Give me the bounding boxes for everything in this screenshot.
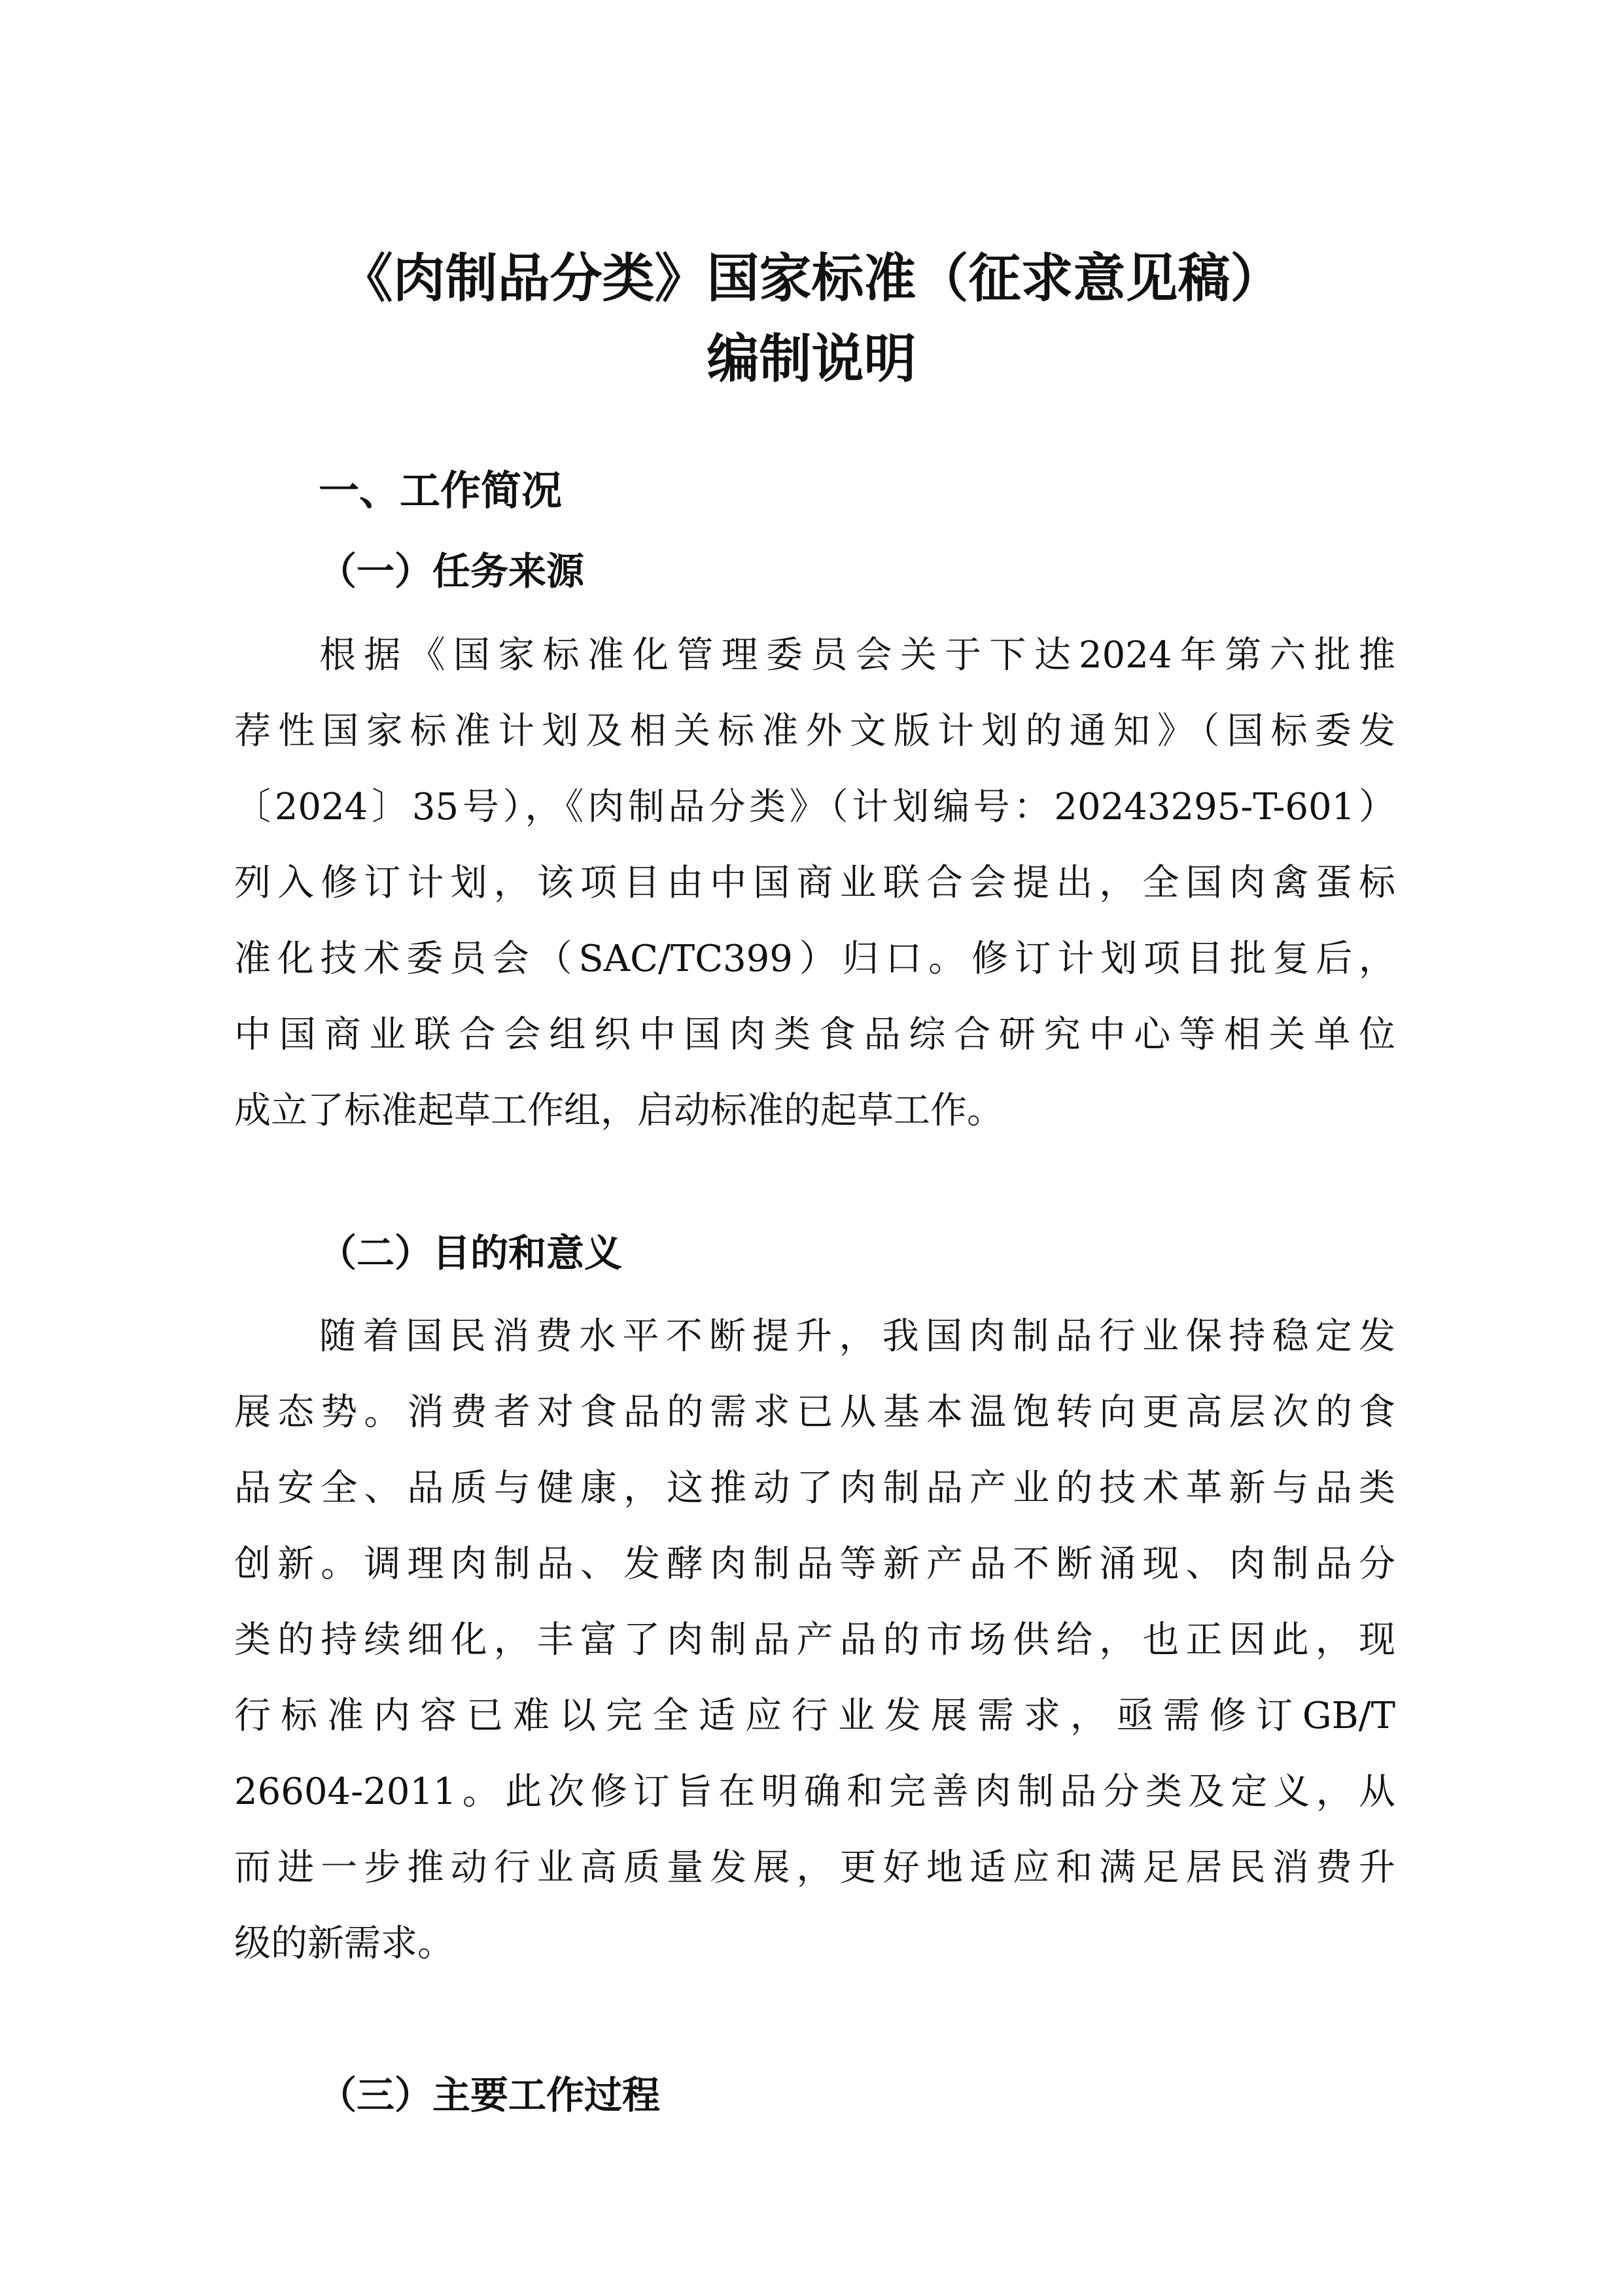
paragraph-line: 根据《国家标准化管理委员会关于下达2024年第六批推	[319, 634, 1395, 677]
paragraph-line: 随着国民消费水平不断提升，我国肉制品行业保持稳定发	[319, 1315, 1395, 1358]
paragraph-line: 行标准内容已难以完全适应行业发展需求，亟需修订GB/T	[234, 1695, 1395, 1737]
section-heading-work-overview: 一、工作简况	[319, 467, 563, 514]
paragraph-line: 准化技术委员会（SAC/TC399）归口。修订计划项目批复后，	[234, 938, 1395, 980]
paragraph-line: 品安全、品质与健康，这推动了肉制品产业的技术革新与品类	[234, 1467, 1395, 1510]
document-subtitle: 编制说明	[707, 328, 916, 389]
paragraph-purpose	[234, 1299, 1395, 1982]
subsection-heading-task-source: （一）任务来源	[319, 549, 585, 593]
subsection-heading-work-process: （三）主要工作过程	[319, 2073, 661, 2117]
paragraph-line: 荐性国家标准计划及相关标准外文版计划的通知》（国标委发	[234, 710, 1395, 752]
paragraph-line: 创新。调理肉制品、发酵肉制品等新产品不断涌现、肉制品分	[234, 1543, 1395, 1585]
paragraph-line: 级的新需求。	[234, 1922, 454, 1965]
paragraph-line: 26604-2011。此次修订旨在明确和完善肉制品分类及定义，从	[234, 1771, 1395, 1813]
paragraph-task-source	[234, 618, 1395, 1149]
subsection-heading-purpose: （二）目的和意义	[319, 1231, 623, 1275]
document-title: 《肉制品分类》国家标准（征求意见稿）	[340, 247, 1283, 309]
paragraph-line: 中国商业联合会组织中国肉类食品综合研究中心等相关单位	[234, 1014, 1395, 1056]
paragraph-line: 展态势。消费者对食品的需求已从基本温饱转向更高层次的食	[234, 1391, 1395, 1434]
paragraph-line: 列入修订计划，该项目由中国商业联合会提出，全国肉禽蛋标	[234, 862, 1395, 904]
paragraph-line: 类的持续细化，丰富了肉制品产品的市场供给，也正因此，现	[234, 1619, 1395, 1661]
paragraph-line: 〔2024〕35号），《肉制品分类》（计划编号：20243295-T-601）	[234, 786, 1395, 828]
paragraph-line: 成立了标准起草工作组，启动标准的起草工作。	[234, 1089, 1003, 1132]
paragraph-line: 而进一步推动行业高质量发展，更好地适应和满足居民消费升	[234, 1846, 1395, 1889]
